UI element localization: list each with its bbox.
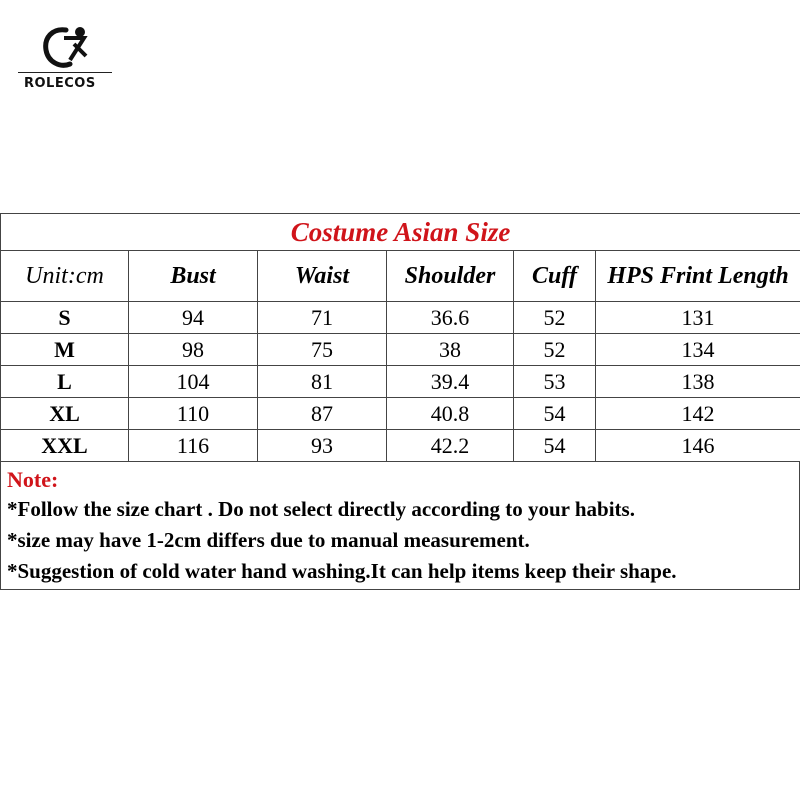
size-sheet (0, 213, 800, 590)
length-cell: 131 (596, 302, 800, 334)
bust-cell: 98 (129, 334, 258, 366)
table-row (1, 366, 800, 398)
logo-divider (18, 72, 112, 73)
size-table (0, 213, 800, 462)
bust-cell: 94 (129, 302, 258, 334)
cuff-cell: 53 (514, 366, 596, 398)
waist-cell: 93 (258, 430, 387, 462)
shoulder-cell: 42.2 (387, 430, 514, 462)
length-cell: 142 (596, 398, 800, 430)
waist-cell: 71 (258, 302, 387, 334)
size-cell: XL (1, 398, 129, 430)
brand-name: ROLECOS (24, 76, 96, 91)
header-row (1, 251, 800, 302)
cuff-cell: 54 (514, 398, 596, 430)
cuff-cell: 52 (514, 302, 596, 334)
length-cell: 134 (596, 334, 800, 366)
bust-cell: 104 (129, 366, 258, 398)
table-title: Costume Asian Size (1, 214, 800, 251)
waist-cell: 87 (258, 398, 387, 430)
bust-cell: 110 (129, 398, 258, 430)
table-row (1, 334, 800, 366)
cuff-cell: 54 (514, 430, 596, 462)
length-cell: 138 (596, 366, 800, 398)
shoulder-cell: 39.4 (387, 366, 514, 398)
rolecos-logo-icon (40, 26, 94, 70)
notes-section (0, 462, 800, 590)
header-length: HPS Frint Length (596, 251, 800, 302)
shoulder-cell: 38 (387, 334, 514, 366)
size-cell: XXL (1, 430, 129, 462)
size-cell: M (1, 334, 129, 366)
size-cell: S (1, 302, 129, 334)
header-bust: Bust (129, 251, 258, 302)
header-shoulder: Shoulder (387, 251, 514, 302)
note-line: *size may have 1-2cm differs due to manual measurement. (7, 528, 530, 552)
header-cuff: Cuff (514, 251, 596, 302)
length-cell: 146 (596, 430, 800, 462)
table-row (1, 398, 800, 430)
cuff-cell: 52 (514, 334, 596, 366)
waist-cell: 75 (258, 334, 387, 366)
table-row (1, 302, 800, 334)
table-row (1, 430, 800, 462)
notes-title: Note: (7, 467, 59, 492)
bust-cell: 116 (129, 430, 258, 462)
note-line: *Suggestion of cold water hand washing.It can help items keep their shape. (7, 559, 677, 583)
waist-cell: 81 (258, 366, 387, 398)
header-unit: Unit:cm (1, 251, 129, 302)
size-cell: L (1, 366, 129, 398)
header-waist: Waist (258, 251, 387, 302)
shoulder-cell: 40.8 (387, 398, 514, 430)
brand-logo (18, 26, 114, 98)
note-line: *Follow the size chart . Do not select directly according to your habits. (7, 497, 635, 521)
shoulder-cell: 36.6 (387, 302, 514, 334)
